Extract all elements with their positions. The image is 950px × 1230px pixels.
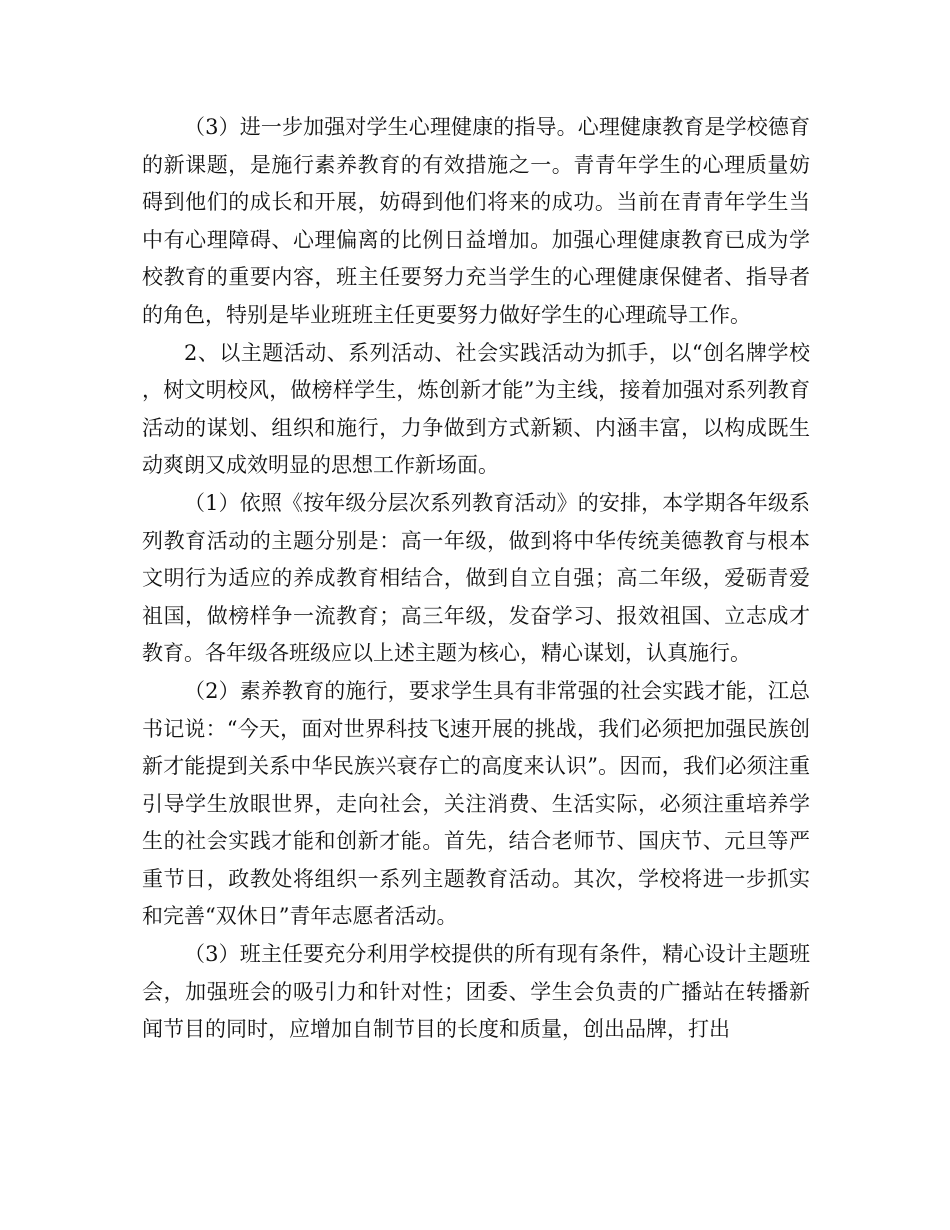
paragraph-social-practice: （2）素养教育的施行，要求学生具有非常强的社会实践才能，江总书记说：“今天，面对世界科技飞速开展的挑战，我们必须把加强民族创新才能提到关系中华民族兴衰存亡的高度来认识”。因而，我们必须注重引导学生放眼世界，走向社会，关注消费、生活实际，必须注重培养学生的社会实践才能和创新才能。首先，结合老师节、国庆节、元旦等严重节日，政教处将组织一系列主题教育活动。其次，学校将进一步抓实和完善“双休日”青年志愿者活动。 (142, 678, 810, 929)
paragraph-theme-activities: 2、以主题活动、系列活动、社会实践活动为抓手，以“创名牌学校，树文明校风，做榜样学生，炼创新才能”为主线，接着加强对系列教育活动的谋划、组织和施行，力争做到方式新颖、内涵丰富，以构成既生动爽朗又成效明显的思想工作新场面。 (142, 340, 810, 478)
paragraph-class-meetings: （3）班主任要充分利用学校提供的所有现有条件，精心设计主题班会，加强班会的吸引力和针对性；团委、学生会负责的广播站在转播新闻节目的同时，应增加自制节目的长度和质量，创出品牌，打出 (142, 942, 810, 1042)
document-body (142, 109, 810, 1049)
paragraph-psychological-health: （3）进一步加强对学生心理健康的指导。心理健康教育是学校德育的新课题，是施行素养教育的有效措施之一。青青年学生的心理质量妨碍到他们的成长和开展，妨碍到他们将来的成功。当前在青青年学生当中有心理障碍、心理偏离的比例日益增加。加强心理健康教育已成为学校教育的重要内容，班主任要努力充当学生的心理健康保健者、指导者的角色，特别是毕业班班主任更要努力做好学生的心理疏导工作。 (142, 115, 810, 327)
paragraph-grade-series-education: （1）依照《按年级分层次系列教育活动》的安排，本学期各年级系列教育活动的主题分别是：高一年级，做到将中华传统美德教育与根本文明行为适应的养成教育相结合，做到自立自强；高二年级，爱砺青爱祖国，做榜样争一流教育；高三年级，发奋学习、报效祖国、立志成才教育。各年级各班级应以上述主题为核心，精心谋划，认真施行。 (142, 490, 810, 666)
